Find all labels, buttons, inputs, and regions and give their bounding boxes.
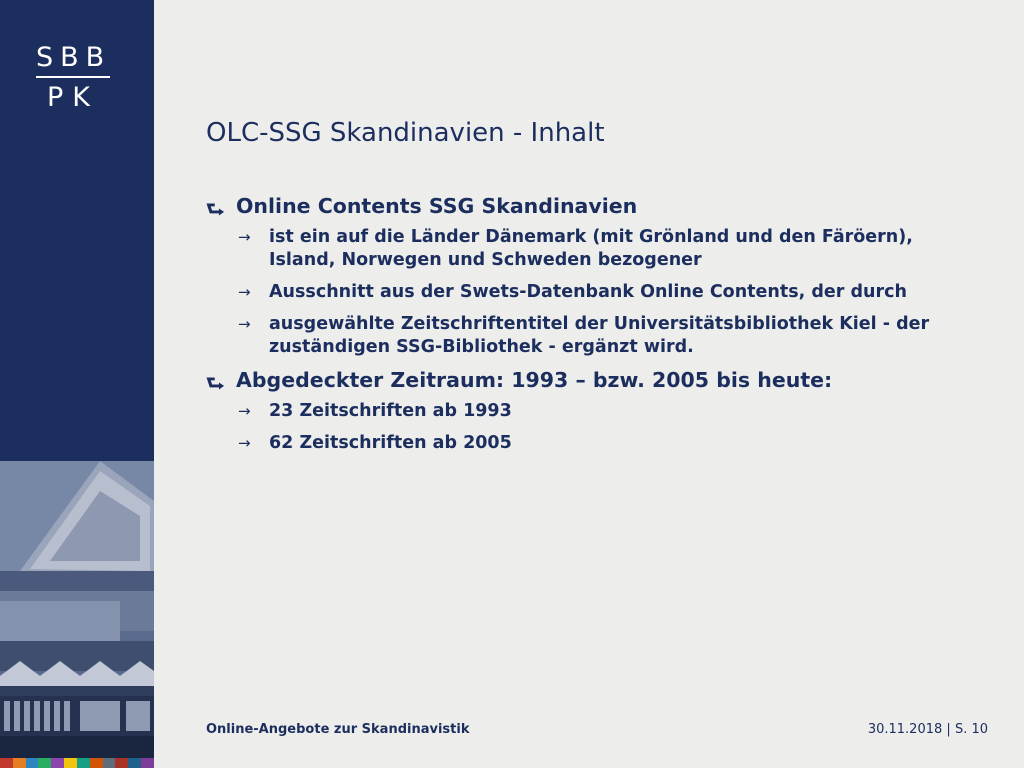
list-item: → ausgewählte Zeitschriftentitel der Universitätsbibliothek Kiel - der zuständigen SSG-Bibliothek - ergänzt wird. [238,314,930,357]
section-heading [206,368,966,395]
list-item: → 62 Zeitschriften ab 2005 [238,433,512,453]
color-strip-segment [51,758,64,768]
bullet-list [206,226,966,359]
color-strip-segment [128,758,141,768]
arrow-right-icon: → [238,228,251,246]
section-heading-text: Abgedeckter Zeitraum: 1993 – bzw. 2005 bis heute: [236,368,833,392]
list-item: → ist ein auf die Länder Dänemark (mit Grönland und den Färöern), Island, Norwegen und Schweden bezogener [238,227,913,270]
color-strip-segment [77,758,90,768]
return-arrow-icon: ⮑ [206,197,225,221]
footer-info [868,722,988,737]
color-strip-segment [13,758,26,768]
logo-rule [36,76,110,78]
footer-date: 30.11.2018 [867,722,943,737]
color-strip-segment [64,758,77,768]
arrow-right-icon: → [238,283,251,301]
sbb-pk-logo [36,42,110,114]
slide-title: OLC-SSG Skandinavien - Inhalt [206,118,605,148]
color-strip-segment [0,758,13,768]
color-strip-segment [90,758,103,768]
list-item: → 23 Zeitschriften ab 1993 [238,401,512,421]
arrow-right-icon: → [238,315,251,333]
footer-separator: | [946,722,951,737]
color-strip-segment [26,758,39,768]
logo-line1: SBB [36,42,112,73]
footer-title: Online-Angebote zur Skandinavistik [206,722,470,737]
bullet-list [206,400,966,455]
sidebar [0,0,154,768]
building-photo [0,461,154,758]
arrow-right-icon: → [238,402,251,420]
arrow-right-icon: → [238,434,251,452]
footer-page-number: S. 10 [954,722,988,737]
logo-line2: PK [47,82,99,113]
color-strip-segment [103,758,116,768]
list-item: → Ausschnitt aus der Swets-Datenbank Online Contents, der durch [238,282,907,302]
slide-content [206,194,966,464]
color-strip [0,758,154,768]
return-arrow-icon: ⮑ [206,371,225,395]
section-heading [206,194,966,221]
section-heading-text: Online Contents SSG Skandinavien [236,194,638,218]
color-strip-segment [115,758,128,768]
color-strip-segment [38,758,51,768]
color-strip-segment [141,758,154,768]
